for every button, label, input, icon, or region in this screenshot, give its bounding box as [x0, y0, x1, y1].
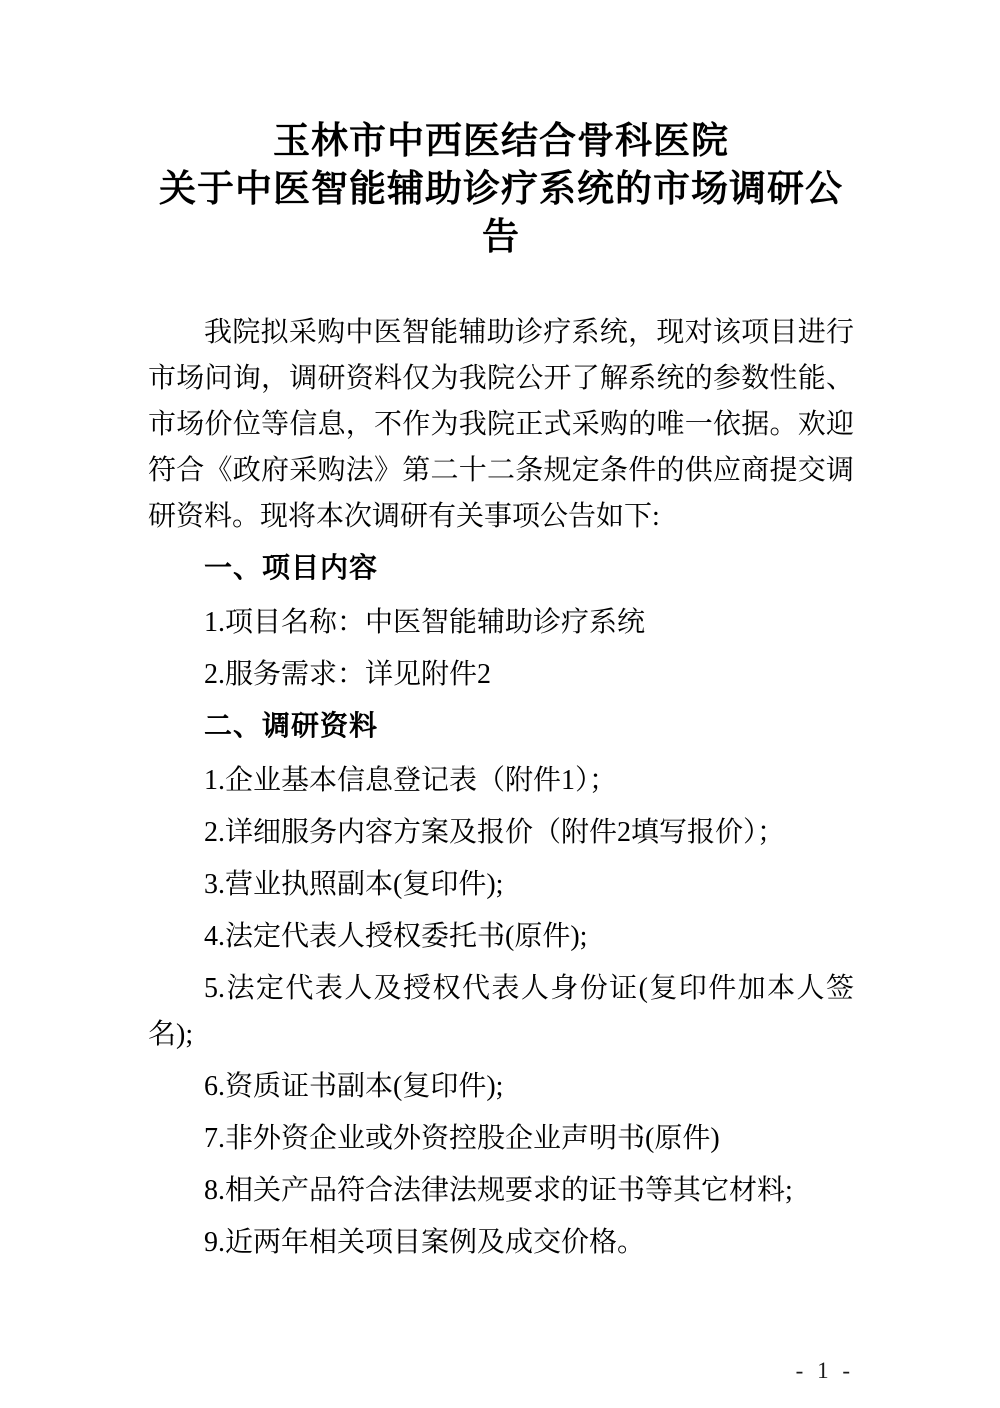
section-2-heading: 二、调研资料: [204, 711, 379, 742]
section-2-item-1: 1.企业基本信息登记表（附件1）；: [204, 765, 618, 796]
section-2-item-9: 9.近两年相关项目案例及成交价格。: [204, 1227, 646, 1258]
title-line-2: 关于中医智能辅助诊疗系统的市场调研公: [159, 169, 843, 210]
document-content: [148, 118, 854, 1272]
section-2-item-4: 4.法定代表人授权委托书(原件);: [204, 921, 588, 952]
page-number: - 1 -: [795, 1358, 854, 1383]
section-2-item-3: 3.营业执照副本(复印件);: [204, 869, 504, 900]
section-2-item-2: 2.详细服务内容方案及报价（附件2填写报价）；: [204, 817, 786, 848]
document-title: [148, 118, 854, 262]
intro-paragraph: 我院拟采购中医智能辅助诊疗系统，现对该项目进行市场问询，调研资料仅为我院公开了解系统的参数性能、市场价位等信息，不作为我院正式采购的唯一依据。欢迎符合《政府采购法》第二十二条规定条件的供应商提交调研资料。现将本次调研有关事项公告如下:: [148, 317, 854, 532]
section-2-item-7: 7.非外资企业或外资控股企业声明书(原件): [204, 1123, 720, 1154]
section-1-item-1: 1.项目名称：中医智能辅助诊疗系统: [204, 607, 646, 638]
section-2-item-8: 8.相关产品符合法律法规要求的证书等其它材料;: [204, 1175, 793, 1206]
title-line-1: 玉林市中西医结合骨科医院: [273, 121, 729, 162]
section-2-item-6: 6.资质证书副本(复印件);: [204, 1071, 504, 1102]
section-1-heading: 一、项目内容: [204, 553, 379, 584]
section-2-item-5: 5.法定代表人及授权代表人身份证(复印件加本人签名);: [148, 973, 854, 1050]
section-1-item-2: 2.服务需求：详见附件2: [204, 659, 492, 690]
title-line-3: 告: [482, 217, 520, 258]
